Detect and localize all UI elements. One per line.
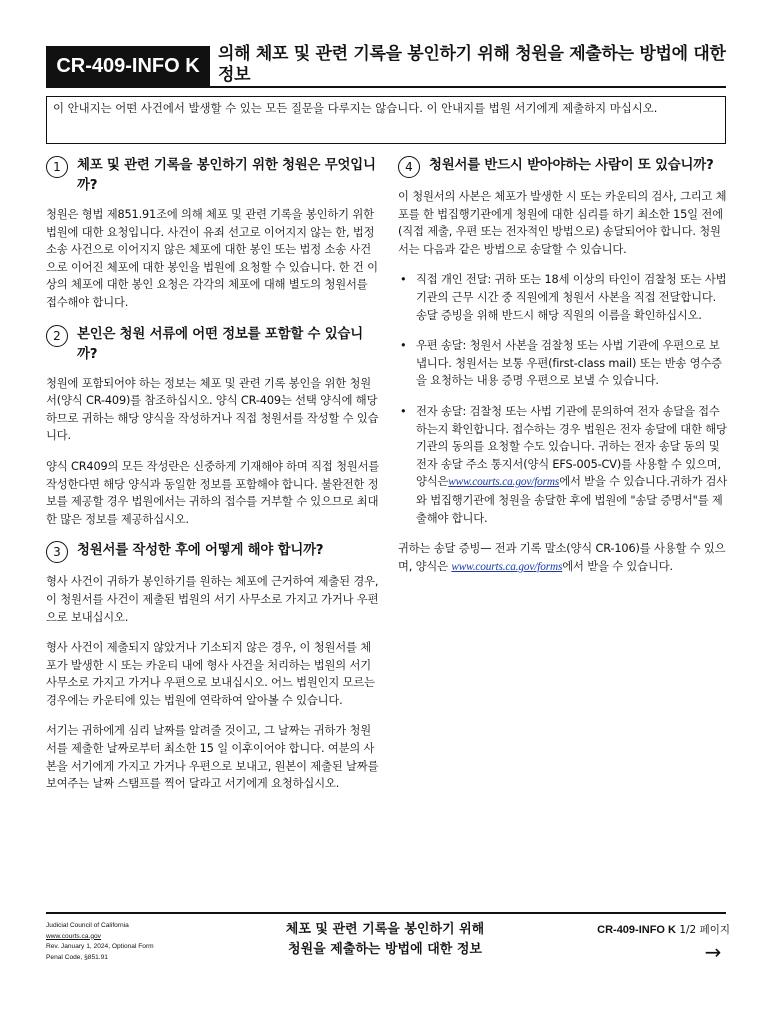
footer-revision: Rev. January 1, 2024, Optional Form: [46, 943, 154, 950]
section-number-2: 2: [46, 325, 68, 347]
footer-publisher-info: [46, 921, 236, 963]
list-item-electronic-service: [398, 403, 728, 527]
proof-of-service-text: 귀하는 송달 증빙— 전과 기록 말소(양식 CR-106)를 사용할 수 있으며, 양식은: [398, 542, 726, 573]
section-2-paragraph-1: 청원에 포함되어야 하는 정보는 체포 및 관련 기록 봉인을 위한 청원서(양식 CR-409)를 참조하십시오. 양식 CR-409는 선택 양식에 해당하므로 귀하는 해당 양식을 작성하거나 직접 청원서를 작성할 수 있습니다.: [46, 376, 379, 443]
page-number: 1/2 페이지: [679, 924, 730, 936]
header-divider: [46, 86, 726, 88]
section-3-paragraph-1: 형사 사건이 귀하가 봉인하기를 원하는 체포에 근거하여 제출된 경우, 이 청원서를 사건이 제출된 법원의 서기 사무소로 가지고 가거나 우편으로 보내십시오.: [46, 575, 379, 624]
left-column: [46, 156, 381, 806]
section-3-heading: [46, 541, 381, 563]
section-3-paragraph-3: 서기는 귀하에게 심리 날짜를 알려줄 것이고, 그 날짜는 귀하가 청원서를 제출한 날짜로부터 최소한 15 일 이후이어야 합니다. 여분의 사본을 서기에게 가지고 가거나 우편으로 보내고, 원본이 제출된 날짜를 보여주는 날짜 스탬프를 찍어 달라고 서기에게 요청하십시오.: [46, 724, 379, 791]
section-1-paragraph: 청원은 형법 제851.91조에 의해 체포 및 관련 기록을 봉인하기 위한 법원에 대한 요청입니다. 사건이 유죄 선고로 이어지지 않는 한, 법정 소송 사건으로 이어지지 않은 체포에 대한 봉인 또는 법정 소송 사건으로 이어진 체포에 대한 봉인을 법원에 요청할 수 있습니다. 한 건 이상의 체포에 대한 봉인 요청은 각각의 체포에 대해 별도의 청원서를 접수해야 합니다.: [46, 208, 378, 309]
footer-title-line-2: 청원을 제출하는 방법에 대한 정보: [288, 942, 482, 957]
section-number-4: 4: [398, 156, 420, 178]
footer-form-id: CR-409-INFO K: [597, 924, 676, 936]
section-1-heading: [46, 156, 381, 196]
section-4-title: 청원서를 반드시 받아야하는 사람이 또 있습니까?: [429, 158, 714, 173]
footer-publisher: Judicial Council of California: [46, 922, 129, 929]
right-arrow-icon[interactable]: →: [704, 940, 722, 964]
section-number-3: 3: [46, 541, 68, 563]
section-4-paragraph-2: [398, 540, 728, 576]
section-2-heading: [46, 325, 381, 365]
section-3-paragraph-2: 형사 사건이 제출되지 않았거나 기소되지 않은 경우, 이 청원서를 체포가 발생한 시 또는 카운티 내에 형사 사건을 처리하는 법원의 서기 사무소로 가지고 가거나 우편으로 보내십시오. 어느 법원인지 모르는 경우에는 카운티에 있는 법원에 연락하여 알아볼 수 있습니다.: [46, 641, 375, 707]
section-4-heading: [398, 156, 728, 178]
proof-of-service-text-end: 에서 받을 수 있습니다.: [562, 559, 673, 573]
footer-website-link[interactable]: www.courts.ca.gov: [46, 932, 101, 940]
forms-link[interactable]: www.courts.ca.gov/forms: [448, 476, 560, 489]
section-number-1: 1: [46, 156, 68, 178]
electronic-service-text-end: 에서 받을 수 있습니다.귀하가 검사와 법집행기관에 청원을 송달한 후에 법원에 "송달 증명서"를 제출해야 합니다.: [416, 475, 728, 525]
notice-box: 이 안내지는 어떤 사건에서 발생할 수 있는 모든 질문을 다루지는 않습니다. 이 안내지를 법원 서기에게 제출하지 마십시오.: [46, 96, 726, 144]
page-title: 의해 체포 및 관련 기록을 봉인하기 위해 청원을 제출하는 방법에 대한 정보: [218, 44, 726, 85]
form-id-badge: CR-409-INFO K: [46, 46, 210, 86]
footer-title: [250, 920, 520, 960]
section-1-title: 체포 및 관련 기록을 봉인하기 위한 청원은 무엇입니까?: [77, 158, 376, 193]
forms-link-2[interactable]: www.courts.ca.gov/forms: [451, 560, 563, 573]
footer-divider: [46, 912, 726, 914]
list-item-personal-service: • 직접 개인 전달: 귀하 또는 18세 이상의 타인이 검찰청 또는 사법 기관의 근무 시간 중 직원에게 청원서 사본을 직접 전달합니다. 송달 증빙을 위해 반드시 해당 직원의 이름을 확인하십시오.: [398, 271, 728, 324]
footer-code: Penal Code, §851.91: [46, 953, 108, 961]
footer-title-line-1: 체포 및 관련 기록을 봉인하기 위해: [285, 922, 485, 937]
section-4-paragraph-1: 이 청원서의 사본은 체포가 발생한 시 또는 카운티의 검사, 그리고 체포를 한 법집행기관에게 청원에 대한 심리를 하기 최소한 15일 전에 (직접 제출, 우편 또는 전자적인 방법으로) 송달되어야 합니다. 청원서는 다음과 같은 방법으로 송달할 수 있습니다.: [398, 190, 727, 256]
footer-page-info: [560, 922, 730, 937]
right-column: [398, 156, 728, 589]
section-3-title: 청원서를 작성한 후에 어떻게 해야 합니까?: [77, 543, 324, 559]
section-2-title: 본인은 청원 서류에 어떤 정보를 포함할 수 있습니까?: [77, 326, 363, 362]
electronic-service-text: 전자 송달: 검찰청 또는 사법 기관에 문의하여 전자 송달을 접수하는지 확인합니다. 접수하는 경우 법원은 전자 송달에 대한 해당 기관의 동의를 요청할 수도 있습니다. 귀하는 전자 송달 동의 및 전자 송달 주소 통지서(양식 EFS-005-CV)를 사용할 수 있으며, 양식은: [416, 404, 727, 489]
service-methods-list: [398, 271, 728, 527]
section-2-paragraph-2: 양식 CR409의 모든 작성란은 신중하게 기재해야 하며 직접 청원서를 작성한다면 해당 양식과 동일한 정보를 포함해야 합니다. 불완전한 정보를 제공할 경우 법원에서는 귀하의 접수를 거부할 수 있으므로 최대한 많은 정보를 제공하십시오.: [46, 459, 380, 526]
list-item-mail-service: • 우편 송달: 청원서 사본을 검찰청 또는 사법 기관에 우편으로 보냅니다. 청원서는 보통 우편(first-class mail) 또는 반송 영수증을 요청하는 내용 증명 우편으로 보낼 수 있습니다.: [398, 337, 728, 390]
